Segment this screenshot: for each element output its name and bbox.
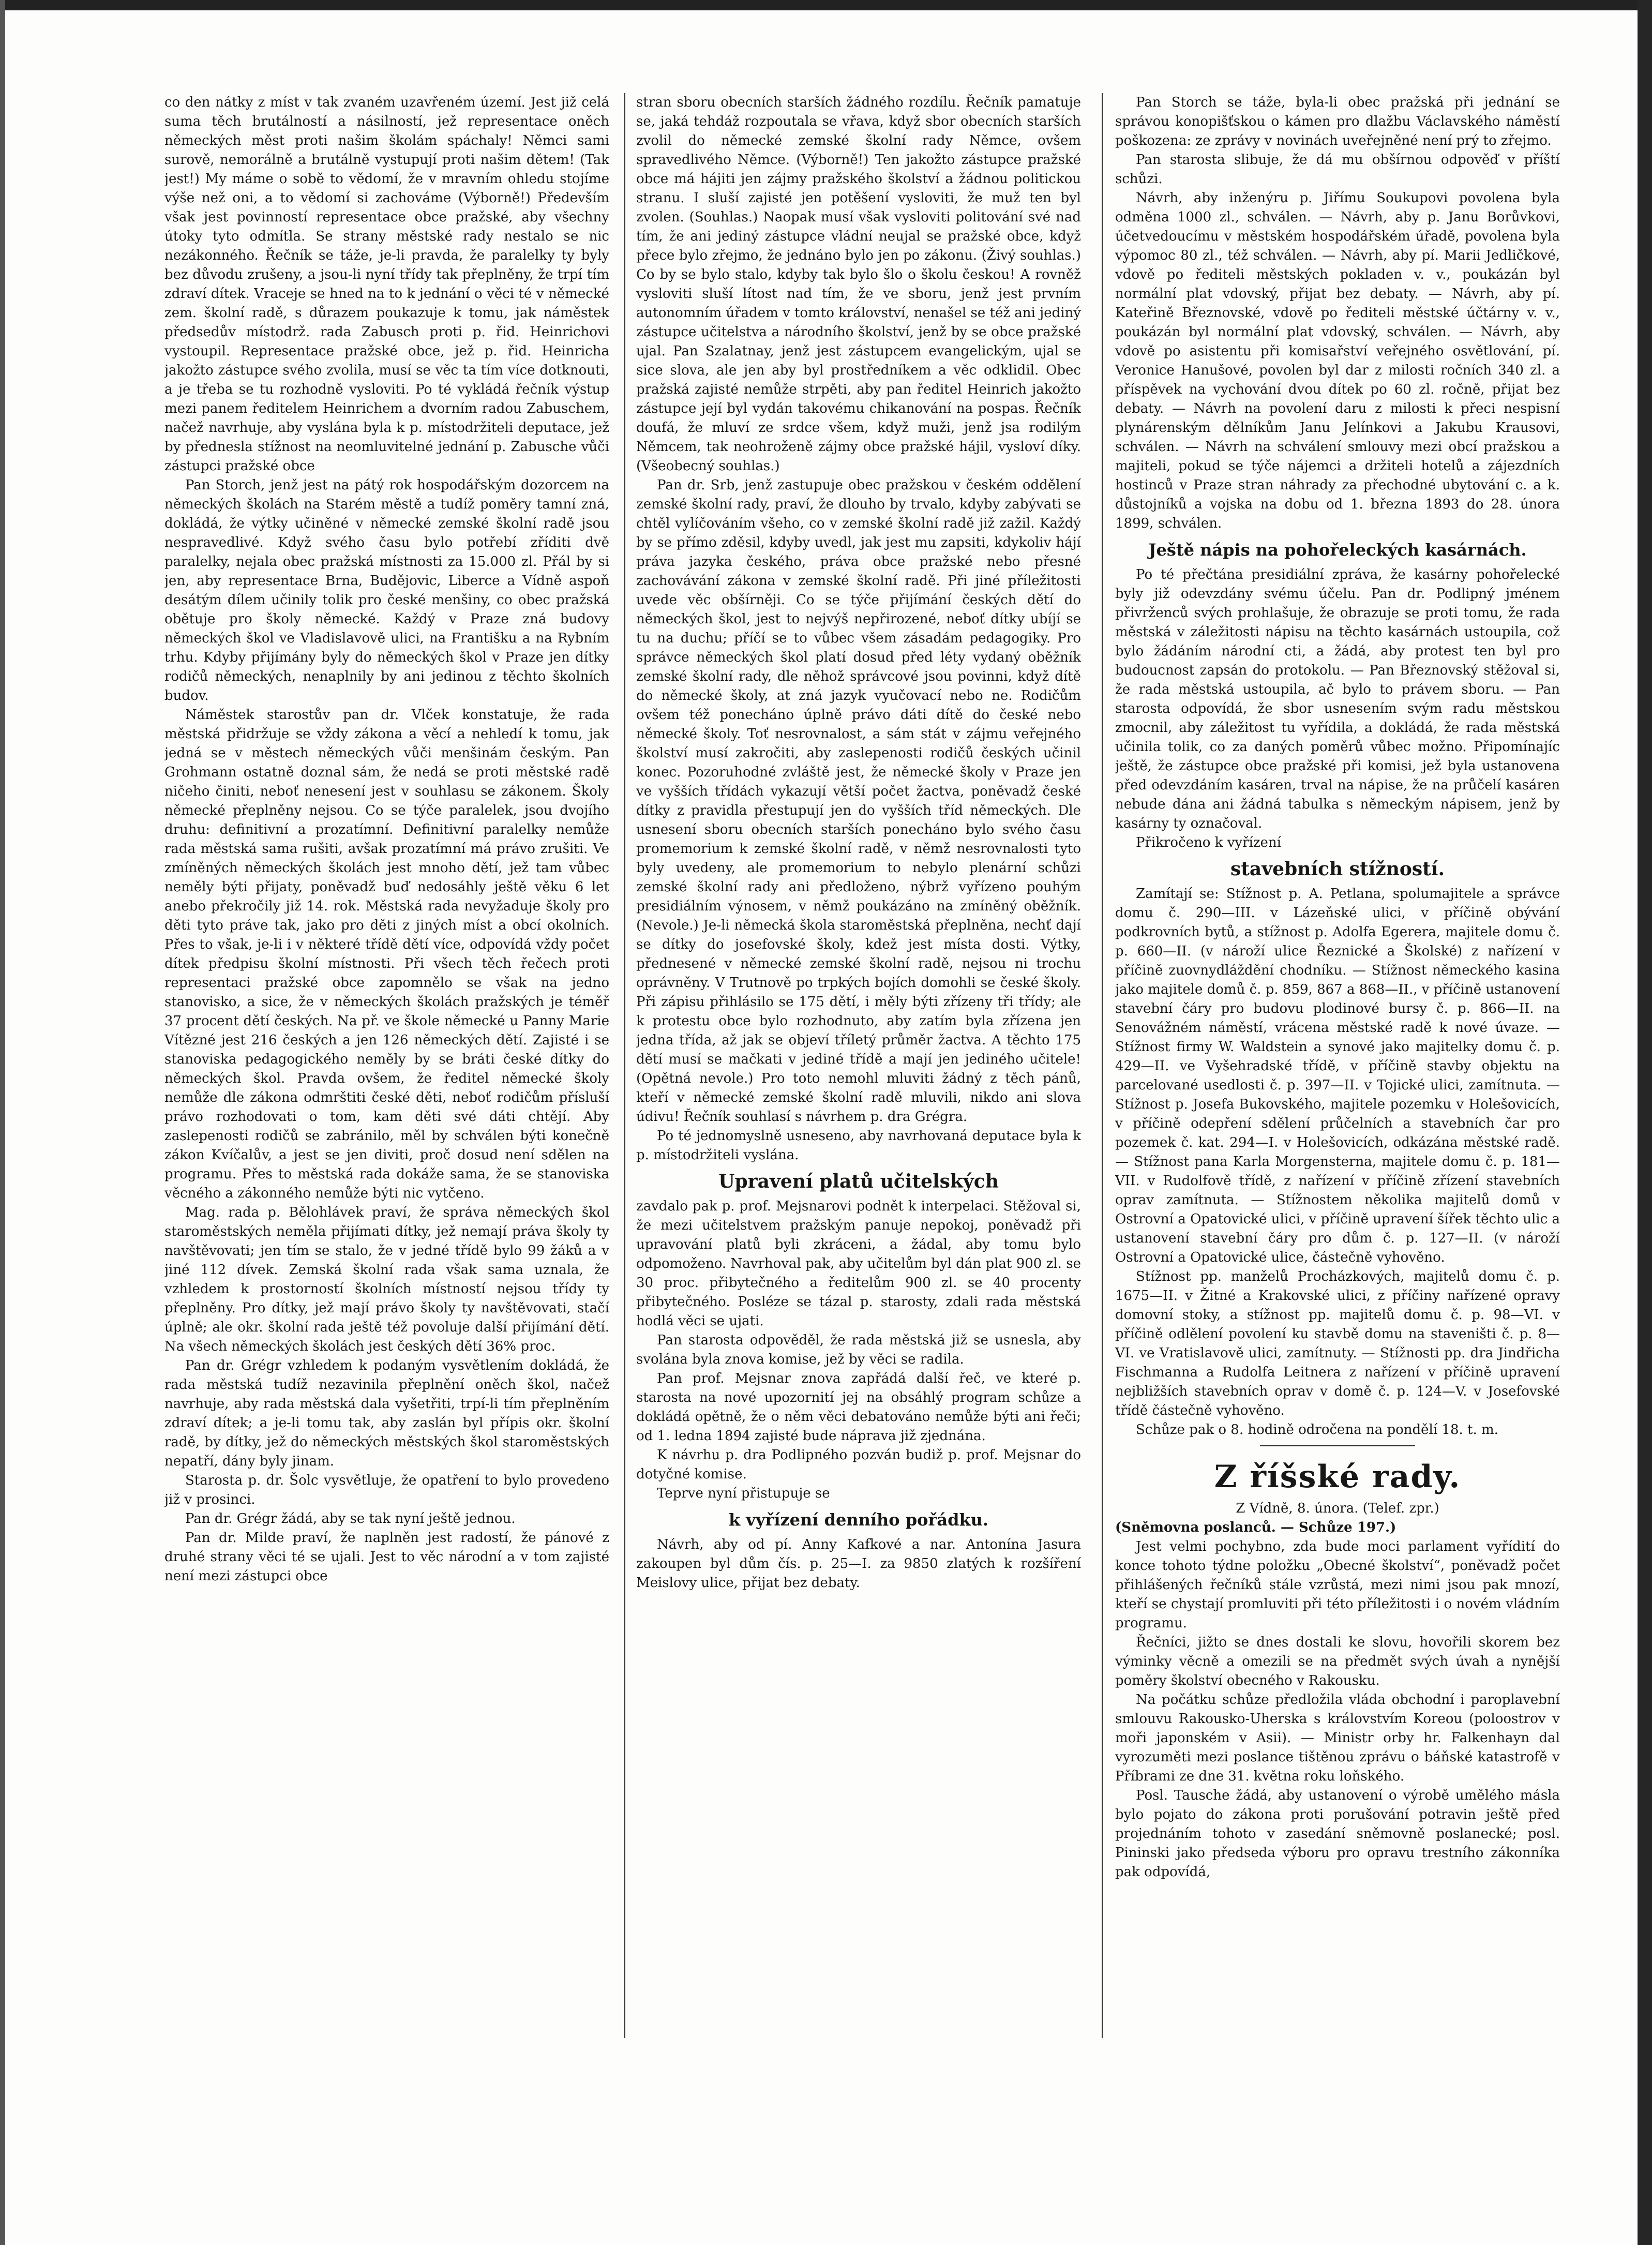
newspaper-page (164, 93, 1561, 2038)
dateline: Z Vídně, 8. února. (Telef. zpr.) (1236, 1501, 1439, 1516)
right-column (1115, 93, 1560, 2038)
section-heading: Upravení platů učitelských (718, 1171, 999, 1192)
article-paragraph: Návrh, aby od pí. Anny Kafkové a nar. Antonína Jasura zakoupen byl dům čís. p. 25—I. za 9850 zlatých k rozšíření Meislovy ulice, přijat bez debaty. (636, 1537, 1081, 1591)
scan-border-right (1638, 0, 1652, 2245)
article-paragraph: Pan dr. Srb, jenž zastupuje obec pražskou v českém oddělení zemské školní rady, praví, že dlouho by trvalo, kdyby zabývati se chtěl vylíčováním všeho, co v zemské školní radě již zažil. Každý by se přímo zděsil, kdyby uvedl, jak jest mu zapsiti, kdykoliv hájí práva jazyka českého, práva obce pražské nebo přesné zachovávání zákona v zemské školní radě. Při jiné příležitosti uvede věc obšírněji. Co se týče přijímání českých dětí do německých škol, jest to nejvýš nepřirozené, neboť dítky ubíjí se tu na duchu; příčí se to vůbec všem zásadám pedagogiky. Pro správce německých škol platí dosud před léty vydaný oběžník zemské školní rady, dle něhož správcové jsou povinni, když dítě do německé školy, at zná jazyk vyučovací nebo ne. Rodičům ovšem též ponecháno úplně právo dáti dítě do české nebo německé školy. Toť nesrovnalost, a sám stát v zájmu veřejného školství musí zakročiti, aby zaslepenosti rodičů českých učinil konec. Pozoruhodné zvláště jest, že německé školy v Praze jen ve vyšších třídách vykazují větší počet žactva, poněvadž české dítky z pravidla přestupují jen do vyšších tříd německých. Dle usnesení sboru obecních starších ponecháno bylo svého času promemorium k zemské školní radě, v němž nesrovnalosti tyto byly uvedeny, ale promemorium to nebylo plenární schůzi zemské školní rady ani předloženo, nýbrž vyřízeno pouhým presidiálním výnosem, v němž poukázáno na zmíněný oběžník. (Nevole.) Je-li německá škola staroměstská přeplněna, nechť dají se dítky do josefovské školy, kdež jest místa dosti. Výtky, přednesené v německé zemské školní radě, nejsou ni trochu oprávněny. V Trutnově po trpkých bojích domohli se české školy. Při zápisu přihlásilo se 175 dětí, i měly býti zřízeny tři třídy; ale k protestu obce bylo rozhodnuto, aby zatím byla zřízena jen jedna třída, až jak se objeví tříletý průměr žactva. A těchto 175 dětí musí se mačkati v jediné třídě a mají jen jediného učitele! (Opětná nevole.) Pro toto nemohl mluviti žádný z těch pánů, kteří v německé zemské školní radě mluvili, nikdo ani slova údivu! Řečník souhlasí s návrhem p. dra Grégra. (636, 477, 1081, 1125)
article-paragraph: Pan starosta odpověděl, že rada městská již se usnesla, aby svolána byla znova komise, jež by věci se radila. (636, 1333, 1081, 1367)
article-paragraph: Pan dr. Grégr žádá, aby se tak nyní ještě jednou. (185, 1511, 516, 1526)
article-paragraph: Přikročeno k vyřízení (1136, 835, 1281, 850)
subheading: (Sněmovna poslanců. — Schůze 197.) (1115, 1520, 1396, 1535)
article-paragraph: Pan dr. Grégr vzhledem k podaným vysvětlením dokládá, že rada městská tudíž nezavinila přeplnění oněch škol, načež navrhuje, aby rada městská dala vyšetřiti, trpí-li tím přeplněním zdraví dítek; a je-li tomu tak, aby zaslán byl přípis okr. školní radě, by dítky, jež do německých městských škol staroměstských nepatří, dány byly jinam. (164, 1358, 609, 1469)
article-paragraph: Návrh, aby inženýru p. Jiřímu Soukupovi povolena byla odměna 1000 zl., schválen. — Návrh, aby p. Janu Borůvkovi, účetvedoucímu v městském hospodářském úřadě, povolena byla výpomoc 80 zl., též schválen. — Návrh, aby pí. Marii Jedličkové, vdově po řediteli městských pokladen v. v., poukázán byl normální plat vdovský, přijat bez debaty. — Návrh, aby pí. Kateřině Březnovské, vdově po řediteli městské účtárny v. v., poukázán byl normální plat vdovský, schválen. — Návrh, aby vdově po asistentu při komisařství veřejného osvětlování, pí. Veronice Hanušové, povolen byl dar z milosti ročních 340 zl. a příspěvek na vychování dvou dítek po 60 zl. ročně, přijat bez debaty. — Návrh na povolení daru z milosti k přeci nespisní plynárenským dělníkům Janu Jelínkovi a Jakubu Krausovi, schválen. — Návrh na schválení smlouvy mezi obcí pražskou a majiteli, pokud se týče nájemci a držiteli hotelů a zájezdních hostinců v Praze stran náhrady za přechodné ubytování c. a k. důstojníků a vojska na dobu od 1. března 1893 do 28. února 1899, schválen. (1115, 190, 1560, 531)
article-paragraph: Po té přečtána presidiální zpráva, že kasárny pohořelecké byly již odevzdány svému účelu. Pan dr. Podlipný jménem přivrženců svých prohlašuje, že obrazuje se proti tomu, že rada městská v záležitosti nápisu na těchto kasárnách ustoupila, což bylo žádáním národní cti, a žádá, aby protest ten byl pro budoucnost zapsán do protokolu. — Pan Březnovský stěžoval si, že rada městská ustoupila, ač bylo to právem sboru. — Pan starosta odpovídá, že sbor usnesením svým radu městskou zmocnil, aby záležitost tu vyřídila, a dokládá, že rada městská učinila tolik, co za daných poměrů vůbec možno. Připomínajíc ještě, že zástupce obce pražské při komisi, jež byla ustanovena před odevzdáním kasáren, trval na nápise, že na průčelí kasáren nebude dána ani žádná tabulka s německým nápisem, jenž by kasárny ty označoval. (1115, 567, 1560, 831)
section-rule (1260, 1445, 1415, 1446)
article-paragraph: Posl. Tausche žádá, aby ustanovení o výrobě umělého másla bylo pojato do zákona proti porušování potravin ještě před projednáním tohoto v zasedání sněmovně poslanecké; posl. Pininski jako předseda výboru pro opravu trestního zákonníka pak odpovídá, (1115, 1788, 1560, 1880)
article-paragraph: Starosta p. dr. Šolc vysvětluje, že opatření to bylo provedeno již v prosinci. (164, 1473, 609, 1507)
article-paragraph: Pan Storch, jenž jest na pátý rok hospodářským dozorcem na německých školách na Starém městě a tudíž poměry tamní zná, dokládá, že výtky učiněné v německé zemské školní radě jsou nespravedlivé. Když svého času bylo potřebí zříditi dvě paralelky, nejala obec pražská místnosti za 15.000 zl. Přál by si jen, aby representace Brna, Budějovic, Liberce a Vídně aspoň desátým dílem učinily tolik pro české menšiny, co obec pražská obětuje pro školy německé. Každý v Praze zná budovy německých škol ve Vladislavově ulici, na Františku a na Rybním trhu. Kdyby přijímány byly do německých škol v Praze jen dítky rodičů německých, nenaplnily by ani jedinou z těchto školních budov. (164, 477, 609, 704)
section-heading: stavebních stížností. (1230, 858, 1445, 880)
article-paragraph: Teprve nyní přistupuje se (657, 1486, 830, 1501)
article-paragraph: Na počátku schůze předložila vláda obchodní i paroplavební smlouvu Rakousko-Uherska s královstvím Koreou (poloostrov v moři japonském v Asii). — Ministr orby hr. Falkenhayn dal vyrozuměti mezi poslance tištěnou zprávu o báňské katastrofě v Příbrami ze dne 31. května roku loňského. (1115, 1692, 1560, 1784)
article-paragraph: stran sboru obecních starších žádného rozdílu. Řečník pamatuje se, jaká tehdáž rozpoutala se vřava, když sbor obecních starších zvolil do německé zemské školní rady Němce, ovšem spravedlivého Němce. (Výborně!) Ten jakožto zástupce pražské obce má hájiti jen zájmy pražského školství a žádnou politickou stranu. I sluší zajisté jen potěšení vysloviti, že muž ten byl zvolen. (Souhlas.) Naopak musí však vysloviti politování své nad tím, že ani jediný zástupce vládní neujal se pražské obce, když přece bylo zřejmo, že jednáno bylo jen po zákonu. (Živý souhlas.) Co by se bylo stalo, kdyby tak bylo šlo o školu českou! A rovněž vysloviti sluší lítost nad tím, že ve sboru, jenž jest prvním autonomním úřadem v tomto království, nenašel se též ani jediný zástupce učitelstva a národního školství, jenž by se obce pražské ujal. Pan Szalatnay, jenž jest zástupcem evangelickým, ujal se sice slova, ale jen aby byl prostředníkem a věc odklidil. Obec pražská zajisté nemůže strpěti, aby pan ředitel Heinrich jakožto zástupce její byl vydán takovému chikanování na pospas. Řečník doufá, že mluví ze srdce všem, když muži, jenž jsa rodilým Němcem, tak neohroženě zájmy obce pražské hájil, vysloví díky. (Všeobecný souhlas.) (636, 95, 1081, 474)
article-paragraph: Jest velmi pochybno, zda bude moci parlament vyřídití do konce tohoto týdne položku „Obecné školství“, poněvadž počet přihlášených řečníků stále vzrůstá, mezi nimi jsou pak mnozí, kteří se chystají promluviti při této příležitosti i o novém vládním programu. (1115, 1539, 1560, 1631)
column-divider (1102, 93, 1103, 2038)
article-paragraph: Náměstek starostův pan dr. Vlček konstatuje, že rada městská přidržuje se vždy zákona a věcí a nehledí k tomu, jak jedná se v městech německých vůči menšinám českým. Pan Grohmann ostatně doznal sám, že nedá se proti městské radě ničeho činiti, neboť nenesení jest v souhlasu se zákonem. Školy německé přeplněny nejsou. Co se týče paralelek, jsou dvojího druhu: definitivní a prozatímní. Definitivní paralelky nemůže rada městská sama rušiti, avšak prozatímní má právo zrušiti. Ve zmíněných německých školách jest mnoho dětí, jež tam vůbec neměly býti přijaty, poněvadž buď nedosáhly ještě věku 6 let anebo překročily již 14. rok. Městská rada nevyžaduje školy pro děti tyto práve tak, jako pro děti z jiných míst a obcí okolních. Přes to však, je-li i v některé třídě dětí více, odpovídá vždy počet dítek předpisu školní místnosti. Při všech těch řečech proti representaci pražské obce zapomnělo se však na jedno stanovisko, a sice, že v německých školách pražských je téměř 37 procent dětí českých. Na př. ve škole německé u Panny Marie Vítězné jest 216 českých a jen 126 německých dětí. Zajisté i se stanoviska pedagogického neměly by se bráti české dítky do německých škol. Pravda ovšem, že ředitel německé školy nemůže dle zákona odmrštiti české děti, neboť rodičům přísluší právo rozhodovati o tom, kam děti své dáti chtějí. Aby zaslepenosti rodičů se zabránilo, měl by schválen býti konečně zákon Kvíčalův, a jest se jen diviti, proč dosud není sdělen na programu. Přes to městská rada dokáže sama, že se stanoviska věcného a zákonného nemůže býti nic vytčeno. (164, 707, 609, 1201)
article-paragraph: Mag. rada p. Bělohlávek praví, že správa německých škol staroměstských neměla přijímati dítky, jež nemají práva školy ty navštěvovati; jen tím se stalo, že v jedné třídě bylo 99 žáků a v jiné 112 dívek. Zemská školní rada však sama uznala, že vzhledem k prostorností školních místností nejsou třídy ty přeplněny. Pro dítky, jež mají právo školy ty navštěvovati, stačí úplně; ale okr. školní rada ještě též povoluje další přijímání dětí. Na všech německých školách jest českých dětí 36% proc. (164, 1205, 609, 1354)
scan-border-top (0, 0, 1652, 10)
middle-column (636, 93, 1081, 2038)
section-heading: k vyřízení denního pořádku. (728, 1510, 989, 1530)
article-paragraph: Stížnost pp. manželů Procházkových, majitelů domu č. p. 1675—II. v Žitné a Krakovské ulici, z příčiny nařízené opravy domovní stoky, a stížnost pp. majitelů domu č. p. 98—VI. v příčině odlělení povolení ku stavbě domu na staveništi č. p. 8—VI. ve Vratislavově ulici, zamítnuty. — Stížnosti pp. dra Jindřicha Fischmanna a Rudolfa Leitnera z nařízení v příčině upravení nejbližších stavebních oprav v domě č. p. 124—V. v Josefovské třídě částečně vyhověno. (1115, 1269, 1560, 1418)
scan-border-left (0, 0, 5, 2245)
column-divider (624, 93, 625, 2038)
article-paragraph: Řečníci, jižto se dnes dostali ke slovu, hovořili skorem bez výminky věcně a omezili se na předmět svých úvah a nynější poměry školství obecného v Rakousku. (1115, 1635, 1560, 1688)
section-heading: Ještě nápis na pohořeleckých kasárnách. (1148, 540, 1527, 560)
article-paragraph: Zamítají se: Stížnost p. A. Petlana, spolumajitele a správce domu č. 290—III. v Lázeňské ulici, v příčině obývání podkrovních bytů, a stížnost p. Adolfa Egerera, majitele domu č. p. 660—II. (v nároží ulice Řeznické a Školské) z nařízení v příčině zuovnydláždění chodníku. — Stížnost německého kasina jako majitele domů č. p. 859, 867 a 868—II., v příčině ustanovení stavební čáry pro budovu plodinové bursy č. p. 866—II. na Senovážném náměstí, vrácena městské radě k nové úvaze. — Stížnost firmy W. Waldstein a synové jako majitelky domu č. p. 429—II. ve Vyšehradské třídě, v příčině stavby objektu na parcelované usedlosti č. p. 397—II. v Tojické ulici, zamítnuta. — Stížnost p. Josefa Bukovského, majitele pozemku v Holešovicích, v příčině odepření sdělení průčelních a stavebních čar pro pozemek č. kat. 294—I. v Holešovicích, odkázána městské radě. — Stížnost pana Karla Morgensterna, majitele domu č. p. 181—VII. v Rudolfově třídě, z nařízení v příčině zřízení stavebních oprav zamítnuta. — Stížnostem několika majitelů domů v Ostrovní a Opatovické ulici, v příčině upravení šířek těchto ulic a ustanovení stavební čáry pro dům č. p. 127—II. (v nároží Ostrovní a Opatovické ulice, částečně vyhověno. (1115, 886, 1560, 1265)
article-paragraph: Pan prof. Mejsnar znova zapřádá další řeč, ve které p. starosta na nové upozornití jej na obsáhlý program schůze a dokládá opětně, že o něm věci debatováno nemůže býti ani řeči; od 1. ledna 1894 zajisté bude náprava již zjednána. (636, 1371, 1081, 1444)
article-paragraph: Po té jednomyslně usneseno, aby navrhovaná deputace byla k p. místodržiteli vyslána. (636, 1128, 1081, 1163)
article-paragraph: Pan Storch se táže, byla-li obec pražská při jednání se správou konopišťskou o kámen pro dlažbu Václavského náměstí poškozena: ze zprávy v novinách uveřejněné není prý to zřejmo. (1115, 95, 1560, 148)
article-paragraph: co den nátky z míst v tak zvaném uzavřeném území. Jest již celá suma těch brutálností a násilností, jež representace oněch německých měst proti našim školám spáchaly! Němci sami surově, nemorálně a brutálně vystupují proti našim dětem! (Tak jest!) My máme o sobě to vědomí, že v mravním ohledu stojíme výše než oni, a to vědomí si zachováme (Výborně!) Především však jest povinností representace obce pražské, aby všechny útoky tyto odmítla. Se strany městské rady nestalo se nic nezákonného. Řečník se táže, je-li pravda, že paralelky ty byly bez důvodu zrušeny, a jsou-li nyní třídy tak přeplněny, že trpí tím zdraví dítek. Vraceje se hned na to k jednání o věci té v německé zem. školní radě, s důrazem poukazuje k tomu, jak náměstek předsedův místodrž. rada Zabusch proti p. řid. Heinrichovi vystoupil. Representace pražské obce, jež p. řid. Heinricha jakožto zástupce svého zvolila, musí se věc ta tím více dotknouti, a je třeba se tu rozhodně vysloviti. Po té vykládá řečník výstup mezi panem ředitelem Heinrichem a dvorním radou Zabuschem, načež navrhuje, aby vyslána byla k p. místodržiteli deputace, jež by přednesla stížnost na neomluvitelné jednání p. Zabusche vůči zástupci pražské obce (164, 95, 609, 474)
article-paragraph: Pan dr. Milde praví, že naplněn jest radostí, že pánové z druhé strany věci té se ujali. Jest to věc národní a v tom zajisté není mezi zástupci obce (164, 1530, 609, 1584)
article-paragraph: K návrhu p. dra Podlipného pozván budiž p. prof. Mejsnar do dotyčné komise. (636, 1447, 1081, 1482)
article-paragraph: zavdalo pak p. prof. Mejsnarovi podnět k interpelaci. Stěžoval si, že mezi učitelstvem pražským panuje nepokoj, poněvadž při upravování platů byli zkráceni, a žádal, aby tomu bylo odpomoženo. Navrhoval pak, aby učitelům byl dán plat 900 zl. se 30 proc. přibytečného a ředitelům 900 zl. se 40 procenty přibytečného. Posléze se tázal p. starosty, zdali rada městská hodlá věci se ujati. (636, 1199, 1081, 1329)
left-column (164, 93, 609, 2038)
article-paragraph: Schůze pak o 8. hodině odročena na pondělí 18. t. m. (1136, 1422, 1498, 1438)
main-heading: Z říšské rady. (1214, 1459, 1461, 1495)
article-paragraph: Pan starosta slibuje, že dá mu obšírnou odpověď v příští schůzi. (1115, 152, 1560, 187)
